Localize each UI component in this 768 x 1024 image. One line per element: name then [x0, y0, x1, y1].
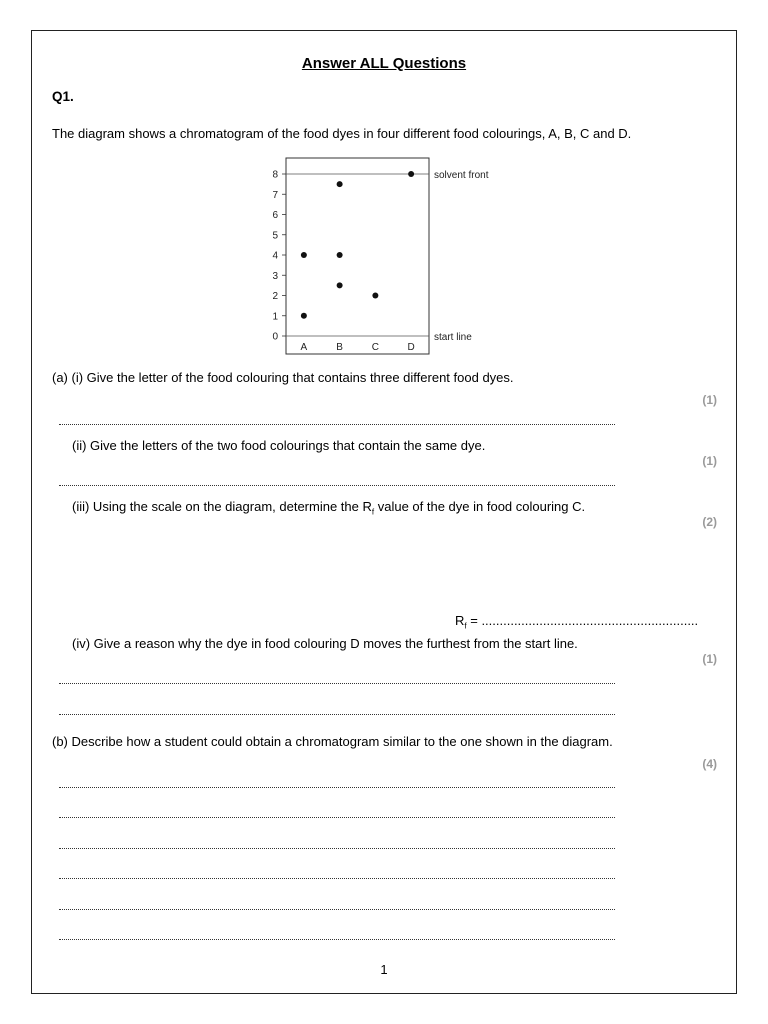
start-line-label: start line: [434, 332, 472, 343]
page-number: 1: [380, 962, 388, 977]
dye-spot: [337, 252, 343, 258]
dye-spot: [337, 181, 343, 187]
answer-line-a-i[interactable]: [59, 422, 615, 425]
dye-spot: [301, 313, 307, 319]
y-tick-label: 8: [272, 169, 278, 181]
x-category-label: A: [300, 342, 308, 353]
y-tick-label: 2: [272, 291, 278, 302]
question-number: Q1.: [52, 89, 74, 104]
question-a-iii: (iii) Using the scale on the diagram, determine the $R_f$ value of the dye in food colouring C.: [72, 499, 586, 517]
y-tick-label: 3: [272, 270, 278, 282]
answer-line-b-1[interactable]: [59, 785, 615, 788]
dye-spot: [408, 171, 414, 177]
answer-line-a-ii[interactable]: [59, 483, 615, 486]
question-b: (b) Describe how a student could obtain a chromatogram similar to the one shown in the diagram.: [52, 734, 613, 749]
answer-line-a-iv-1[interactable]: [59, 681, 615, 684]
y-tick-label: 5: [272, 230, 278, 242]
question-a-iv: (iv) Give a reason why the dye in food colouring D moves the furthest from the start line.: [72, 636, 578, 651]
y-tick-label: 7: [272, 189, 278, 201]
answer-line-b-3[interactable]: [59, 846, 615, 849]
chromatography-paper: [286, 158, 429, 354]
dye-spot: [337, 282, 343, 288]
marks-a-ii: (1): [702, 454, 717, 468]
question-intro: The diagram shows a chromatogram of the food dyes in four different food colourings, A, B, C and D.: [52, 126, 632, 141]
answer-line-a-iv-2[interactable]: [59, 712, 615, 715]
solvent-front-label: solvent front: [434, 170, 489, 181]
answer-line-b-6[interactable]: [59, 937, 615, 940]
question-a-i: (a) (i) Give the letter of the food colouring that contains three different food dyes.: [52, 370, 514, 385]
marks-b: (4): [702, 757, 717, 771]
x-category-label: D: [407, 342, 415, 353]
answer-line-b-4[interactable]: [59, 876, 615, 879]
dye-spot: [372, 293, 378, 299]
y-tick-label: 0: [272, 331, 278, 343]
x-category-label: B: [336, 342, 343, 353]
chromatogram-diagram: [250, 150, 520, 360]
x-category-label: C: [371, 342, 379, 353]
marks-a-iv: (1): [702, 652, 717, 666]
marks-a-i: (1): [702, 393, 717, 407]
rf-answer-line[interactable]: $R_f$ = ............................................................: [455, 613, 699, 631]
answer-line-b-2[interactable]: [59, 815, 615, 818]
question-a-ii: (ii) Give the letters of the two food colourings that contain the same dye.: [72, 438, 486, 453]
y-tick-label: 6: [272, 210, 278, 221]
page-title: Answer ALL Questions: [301, 55, 467, 72]
marks-a-iii: (2): [702, 515, 717, 529]
y-tick-label: 1: [272, 311, 278, 323]
y-tick-label: 4: [272, 250, 278, 262]
dye-spot: [301, 252, 307, 258]
answer-line-b-5[interactable]: [59, 907, 615, 910]
